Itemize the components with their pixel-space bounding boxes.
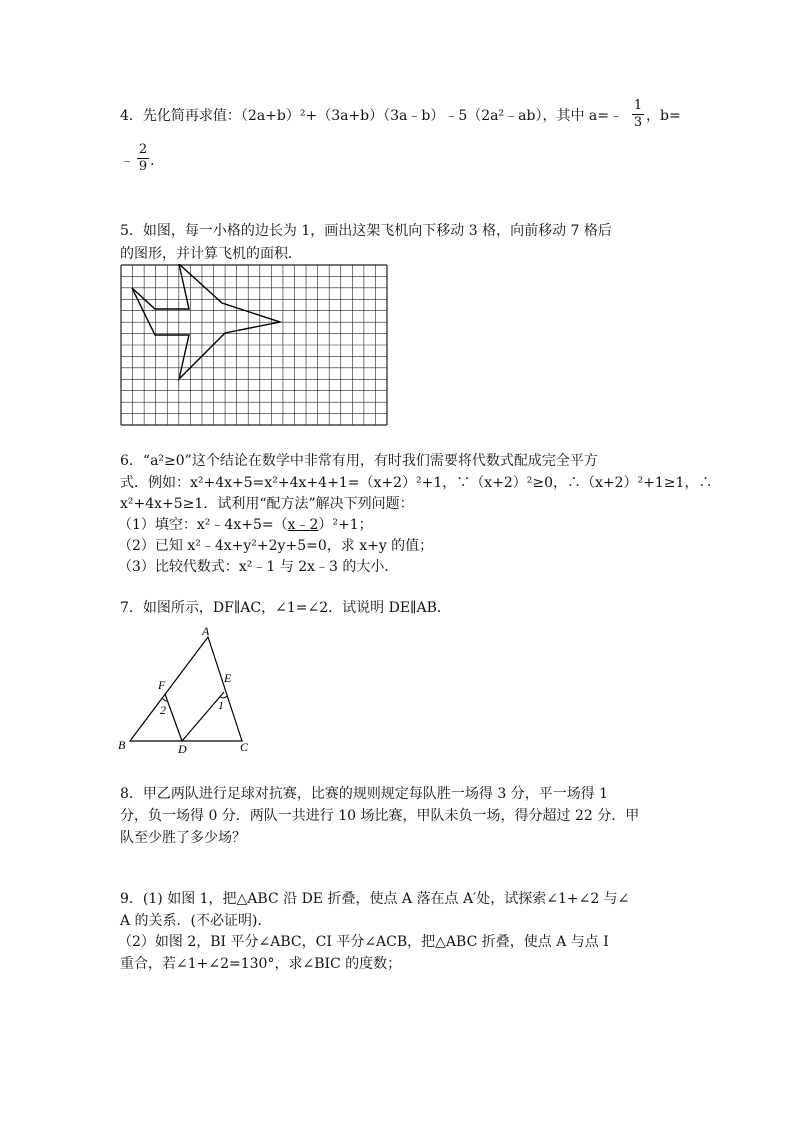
q6-part1 (118, 516, 373, 534)
q4-a-denominator: 3 (633, 115, 643, 130)
q4-expression: 4．先化简再求值：（2a+b）²+（3a+b）（3a﹣b）﹣5（2a²﹣ab），其中 a=﹣ (120, 108, 623, 124)
q6-part3: （3）比较代数式：x²﹣1 与 2x﹣3 的大小． (118, 559, 399, 575)
triangle-abc (130, 637, 242, 741)
label-a: A (202, 625, 210, 638)
q4-b-denominator: 9 (138, 159, 148, 174)
q4-b-label: ，b= (646, 108, 681, 124)
airplane-outline (132, 264, 280, 379)
q4-text (120, 107, 623, 125)
q6-part2: （2）已知 x²﹣4x+y²+2y+5=0，求 x+y 的值； (118, 538, 434, 554)
q9-line3: （2）如图 2，BI 平分∠ABC，CI 平分∠ACB，把△ABC 折叠，使点 A 与点 I (118, 934, 609, 950)
q9-line1: 9．(1) 如图 1，把△ABC 沿 DE 折叠，使点 A 落在点 A′处，试探索∠1+∠2 与∠ (120, 891, 630, 907)
q8-line2: 分，负一场得 0 分．两队一共进行 10 场比赛，甲队未负一场，得分超过 22 分．甲 (120, 808, 640, 824)
q7-text: 7．如图所示，DF∥AC，∠1=∠2．试说明 DE∥AB． (120, 600, 451, 616)
label-b: B (118, 738, 126, 752)
q6-part1-answer: x﹣2 (287, 517, 319, 533)
q4-a-fraction (632, 99, 644, 130)
q8-line1: 8．甲乙两队进行足球对抗赛，比赛的规则规定每队胜一场得 3 分，平一场得 1 (120, 786, 609, 802)
q5-line2: 的图形，并计算飞机的面积． (120, 246, 302, 262)
q6-part1-prefix: （1）填空：x²﹣4x+5=（ (118, 517, 288, 533)
label-d: D (178, 742, 187, 756)
q8-line3: 队至少胜了多少场？ (120, 830, 246, 846)
q4-b-numerator: 2 (138, 142, 148, 157)
q4-b-suffix: . (150, 153, 155, 169)
q4-a-numerator: 1 (633, 98, 643, 113)
label-f: F (158, 678, 166, 692)
airplane-grid-figure (120, 264, 388, 426)
q6-part1-suffix: ）²+1； (318, 517, 373, 533)
q4-b-fraction (137, 143, 149, 174)
label-angle-1: 1 (218, 698, 224, 712)
q6-line1: 6．“a²≥0”这个结论在数学中非常有用，有时我们需要将代数式配成完全平方 (120, 453, 598, 469)
q9-line2: A 的关系．(不必证明)． (120, 913, 272, 929)
label-c: C (240, 740, 249, 754)
label-angle-2: 2 (160, 703, 166, 717)
q4-b-prefix: ﹣ (120, 153, 134, 169)
label-e: E (224, 671, 232, 685)
q9-line4: 重合，若∠1+∠2=130°，求∠BIC 的度数； (120, 956, 402, 972)
triangle-figure (118, 625, 268, 757)
q6-line3: x²+4x+5≥1．试利用“配方法”解决下列问题： (120, 496, 414, 512)
q5-line1: 5．如图，每一小格的边长为 1，画出这架飞机向下移动 3 格，向前移动 7 格后 (120, 223, 612, 239)
grid-lines (121, 265, 387, 425)
q6-line2: 式．例如：x²+4x+5=x²+4x+4+1=（x+2）²+1，∵（x+2）²≥0，∴（x+2）²+1≥1，∴ (120, 475, 713, 491)
